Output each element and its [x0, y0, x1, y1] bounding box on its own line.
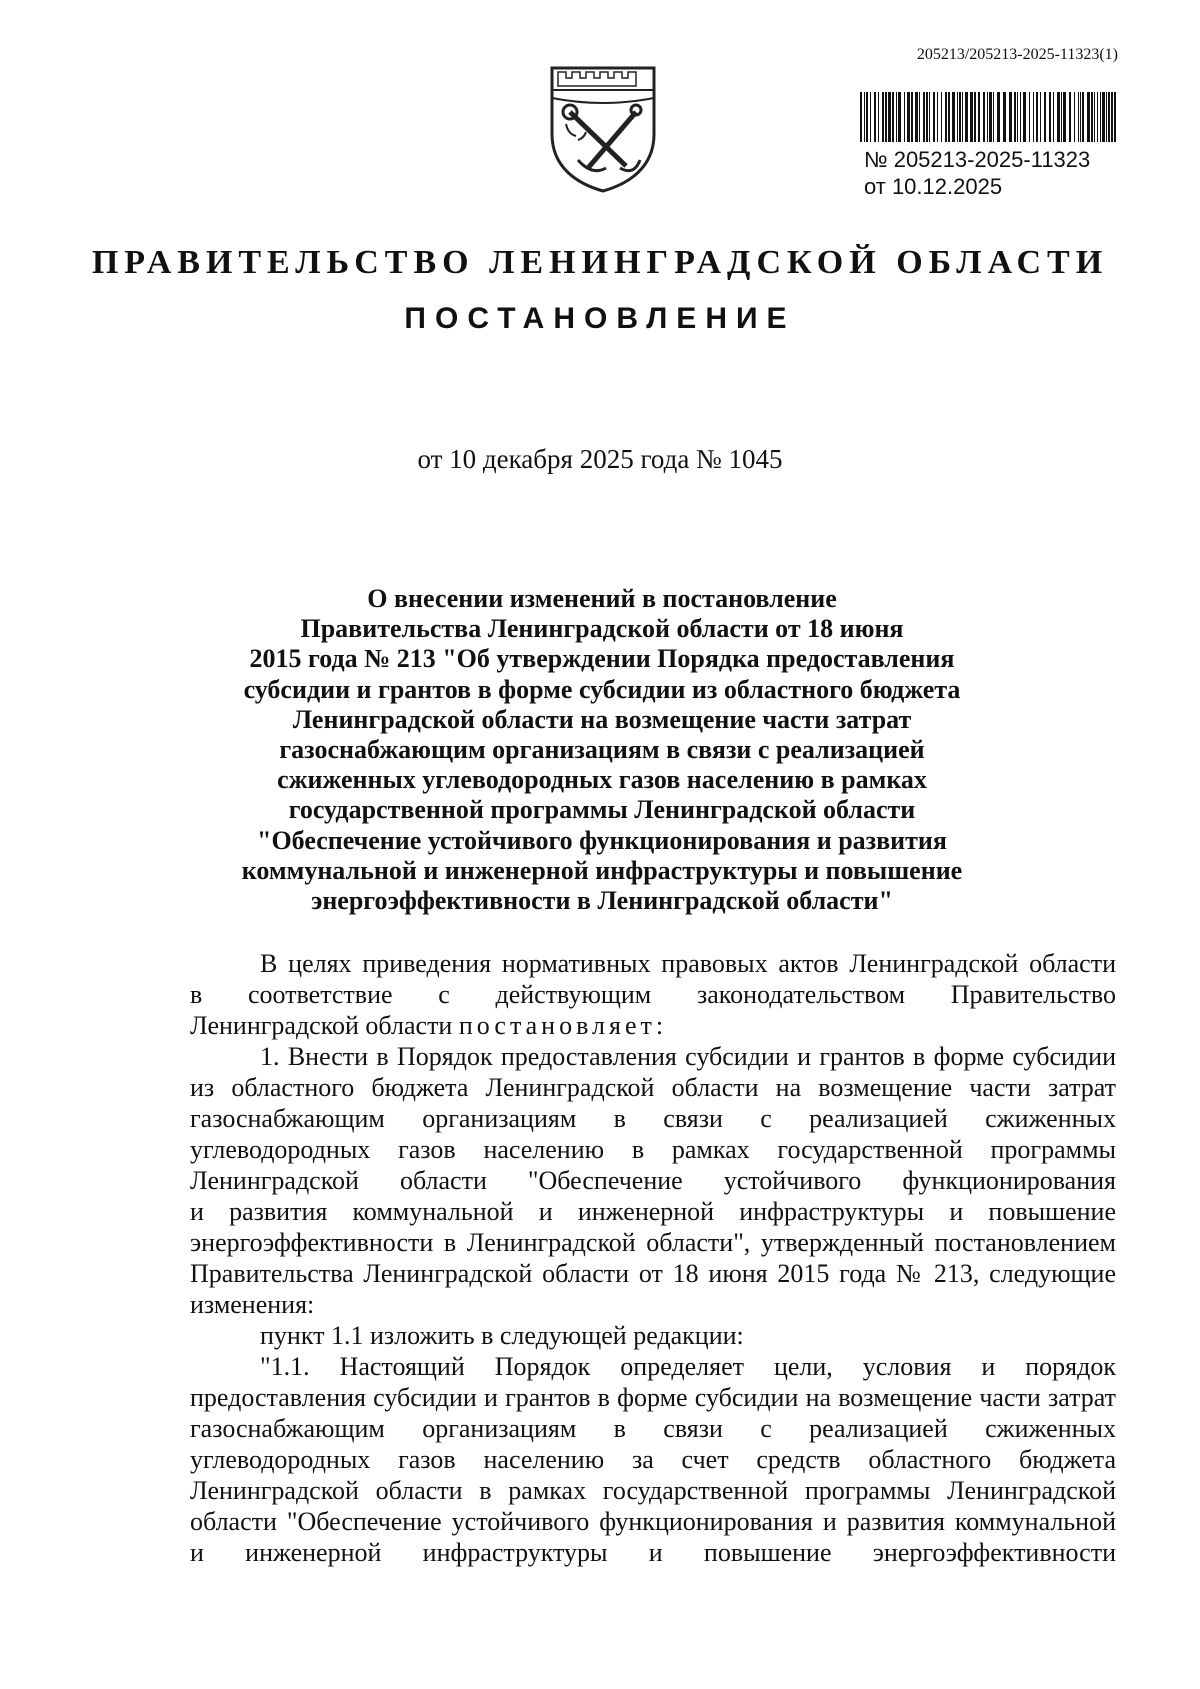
document-id: 205213/205213-2025-11323(1) — [916, 46, 1118, 63]
body-line — [190, 1010, 1116, 1041]
document-body — [190, 948, 1116, 1568]
body-line: В целях приведения нормативных правовых актов Ленинградской области — [260, 949, 1116, 978]
document-title — [240, 584, 964, 916]
body-line: углеводородных газов населению за счет средств областного бюджета — [190, 1445, 1116, 1474]
body-line: газоснабжающим организациям в связи с реализацией сжиженных — [190, 1104, 1116, 1133]
body-line: в соответствие с действующим законодательством Правительство — [190, 980, 1116, 1009]
title-line: коммунальной и инженерной инфраструктуры и повышение — [241, 855, 963, 885]
body-line: предоставления субсидии и грантов в форме субсидии на возмещение части затрат — [190, 1383, 1116, 1412]
body-line: области "Обеспечение устойчивого функционирования и развития коммунальной — [190, 1507, 1116, 1536]
title-line: сжиженных углеводородных газов населению в рамках — [277, 765, 927, 795]
government-heading: ПРАВИТЕЛЬСТВО ЛЕНИНГРАДСКОЙ ОБЛАСТИ — [91, 244, 1109, 281]
title-line: энергоэффективности в Ленинградской области" — [311, 886, 893, 916]
title-line: 2015 года № 213 "Об утверждении Порядка предоставления — [249, 644, 955, 674]
registration-date: от 10.12.2025 — [864, 174, 1003, 199]
body-line: пункт 1.1 изложить в следующей редакции: — [260, 1321, 744, 1350]
body-line: Правительства Ленинградской области от 18 июня 2015 года № 213, следующие — [190, 1259, 1116, 1288]
body-line: изменения: — [190, 1290, 315, 1319]
registration-number: № 205213-2025-11323 — [864, 147, 1091, 172]
body-line: и инженерной инфраструктуры и повышение энергоэффективности — [190, 1538, 1116, 1567]
title-line: Правительства Ленинградской области от 18 июня — [300, 614, 904, 644]
resolution-heading: ПОСТАНОВЛЕНИЕ — [404, 302, 796, 335]
body-line: углеводородных газов населению в рамках государственной программы — [190, 1135, 1116, 1164]
title-line: субсидии и грантов в форме субсидии из областного бюджета — [243, 674, 961, 704]
title-line: газоснабжающим организациям в связи с реализацией — [279, 735, 925, 765]
body-line: 1. Внести в Порядок предоставления субсидии и грантов в форме субсидии — [260, 1042, 1116, 1071]
title-line: О внесении изменений в постановление — [367, 584, 837, 613]
resolution-date-number: от 10 декабря 2025 года № 1045 — [417, 444, 783, 474]
body-text: Ленинградской области — [190, 1011, 459, 1040]
body-line: и развития коммунальной и инженерной инфраструктуры и повышение — [190, 1197, 1116, 1226]
body-line: "1.1. Настоящий Порядок определяет цели, условия и порядок — [260, 1352, 1116, 1381]
title-line: "Обеспечение устойчивого функционирования и развития — [257, 825, 947, 855]
registration-block — [864, 146, 1090, 200]
barcode-icon — [860, 92, 1118, 142]
coat-of-arms-icon — [548, 64, 658, 194]
title-line: Ленинградской области на возмещение части затрат — [292, 704, 912, 734]
body-line: из областного бюджета Ленинградской области на возмещение части затрат — [190, 1073, 1116, 1102]
decree-word: постановляет: — [458, 1011, 668, 1040]
body-line: энергоэффективности в Ленинградской области", утвержденный постановлением — [190, 1228, 1116, 1257]
title-line: государственной программы Ленинградской области — [288, 795, 916, 825]
body-line: газоснабжающим организациям в связи с реализацией сжиженных — [190, 1414, 1116, 1443]
body-line: Ленинградской области в рамках государственной программы Ленинградской — [190, 1476, 1116, 1505]
body-line: Ленинградской области "Обеспечение устойчивого функционирования — [190, 1166, 1116, 1195]
